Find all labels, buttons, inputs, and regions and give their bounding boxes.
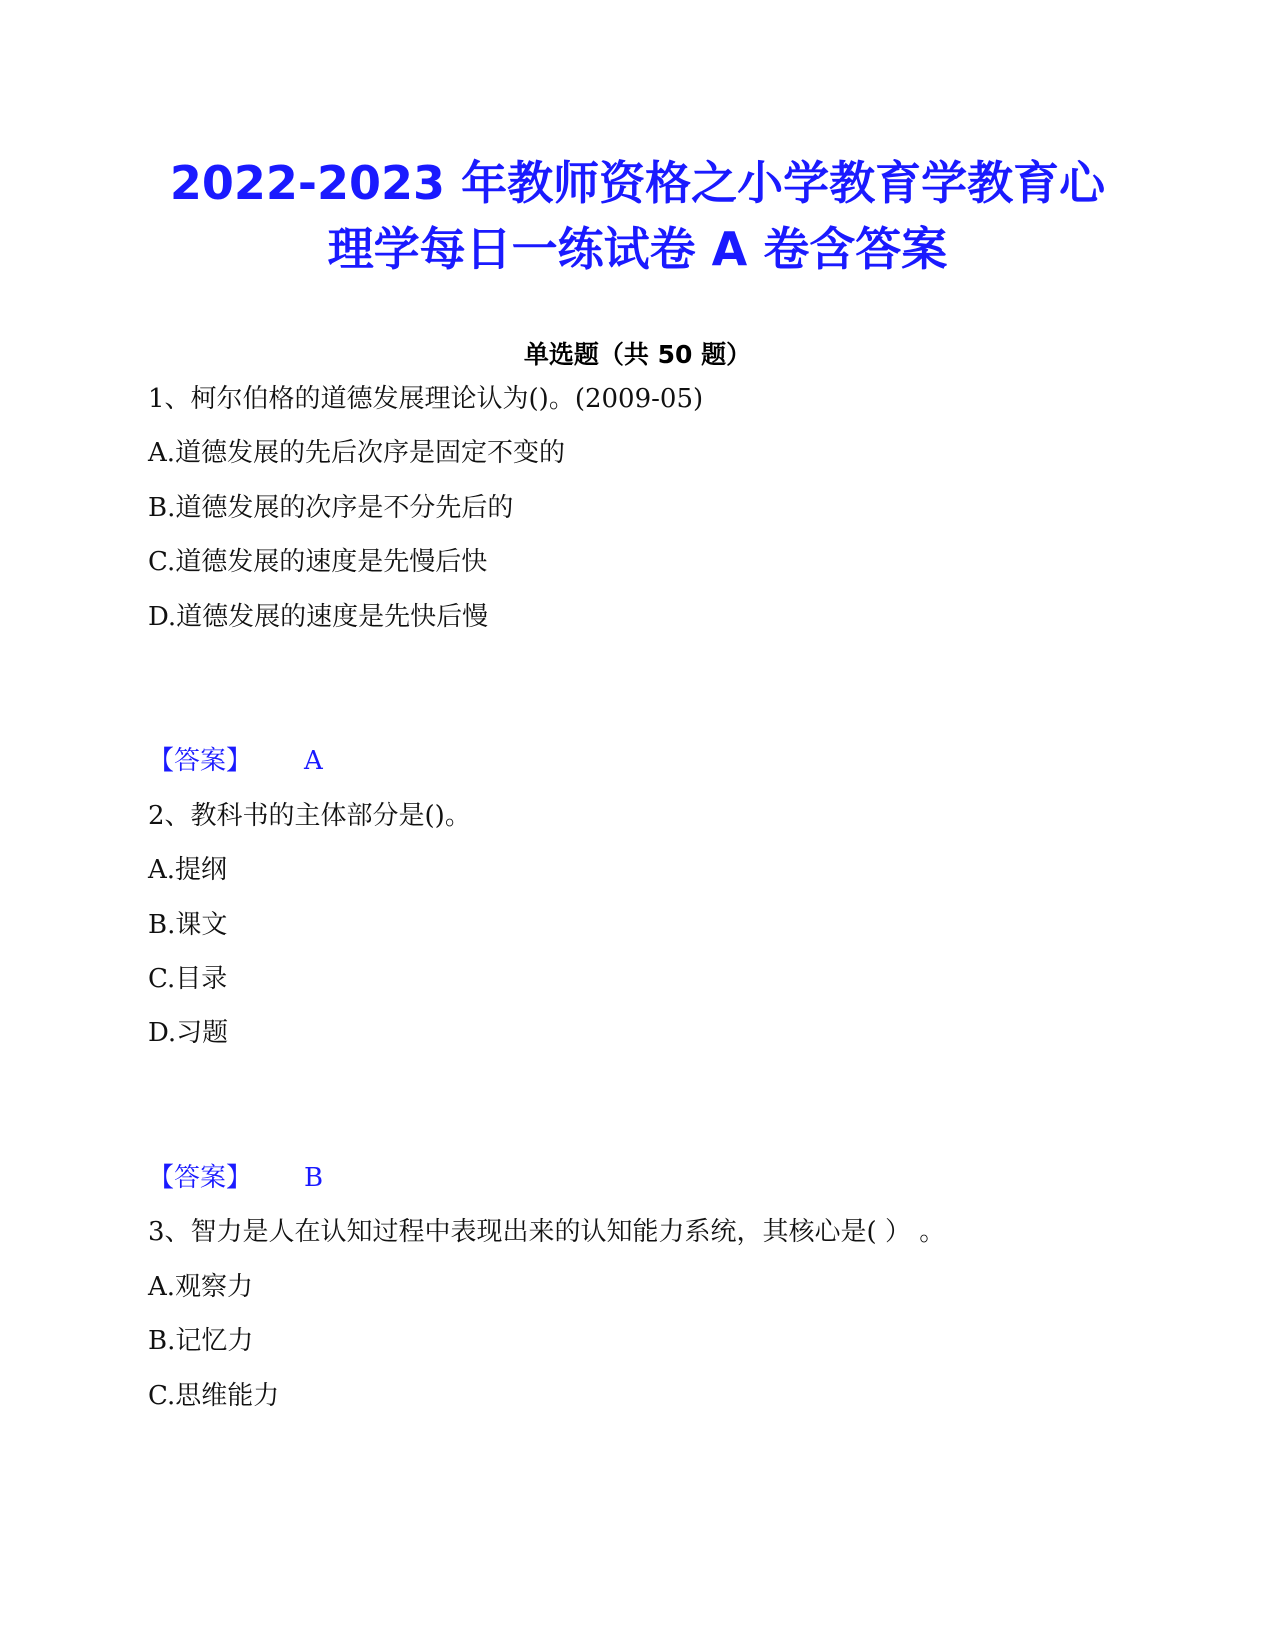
question-1-option-d: D.道德发展的速度是先快后慢 bbox=[148, 602, 489, 632]
question-3-option-a: A.观察力 bbox=[148, 1272, 254, 1302]
question-2-option-a: A.提纲 bbox=[148, 855, 228, 885]
question-2-answer bbox=[148, 1157, 323, 1194]
question-2-option-c: C.目录 bbox=[148, 964, 228, 994]
question-1-answer bbox=[148, 740, 323, 777]
question-2-option-b: B.课文 bbox=[148, 910, 228, 940]
answer-label: 【答案】 bbox=[148, 1163, 253, 1193]
question-2-stem: 2、教科书的主体部分是()。 bbox=[148, 801, 471, 831]
question-1-option-b: B.道德发展的次序是不分先后的 bbox=[148, 493, 514, 523]
title-line-1: 2022-2023 年教师资格之小学教育学教育心 bbox=[169, 156, 1106, 210]
section-heading: 单选题（共 50 题） bbox=[523, 340, 752, 369]
question-3-option-b: B.记忆力 bbox=[148, 1326, 254, 1356]
answer-value: B bbox=[304, 1163, 324, 1193]
document-title bbox=[0, 150, 1275, 282]
question-2-option-d: D.习题 bbox=[148, 1018, 229, 1048]
answer-label: 【答案】 bbox=[148, 746, 253, 776]
question-1-option-a: A.道德发展的先后次序是固定不变的 bbox=[148, 438, 566, 468]
question-1-stem: 1、柯尔伯格的道德发展理论认为()。(2009-05) bbox=[148, 384, 704, 414]
question-1-option-c: C.道德发展的速度是先慢后快 bbox=[148, 547, 488, 577]
question-3-option-c: C.思维能力 bbox=[148, 1381, 280, 1411]
question-3-stem: 3、智力是人在认知过程中表现出来的认知能力系统，其核心是( ） 。 bbox=[148, 1217, 946, 1247]
title-line-2: 理学每日一练试卷 A 卷含答案 bbox=[327, 222, 948, 276]
answer-value: A bbox=[304, 746, 323, 776]
